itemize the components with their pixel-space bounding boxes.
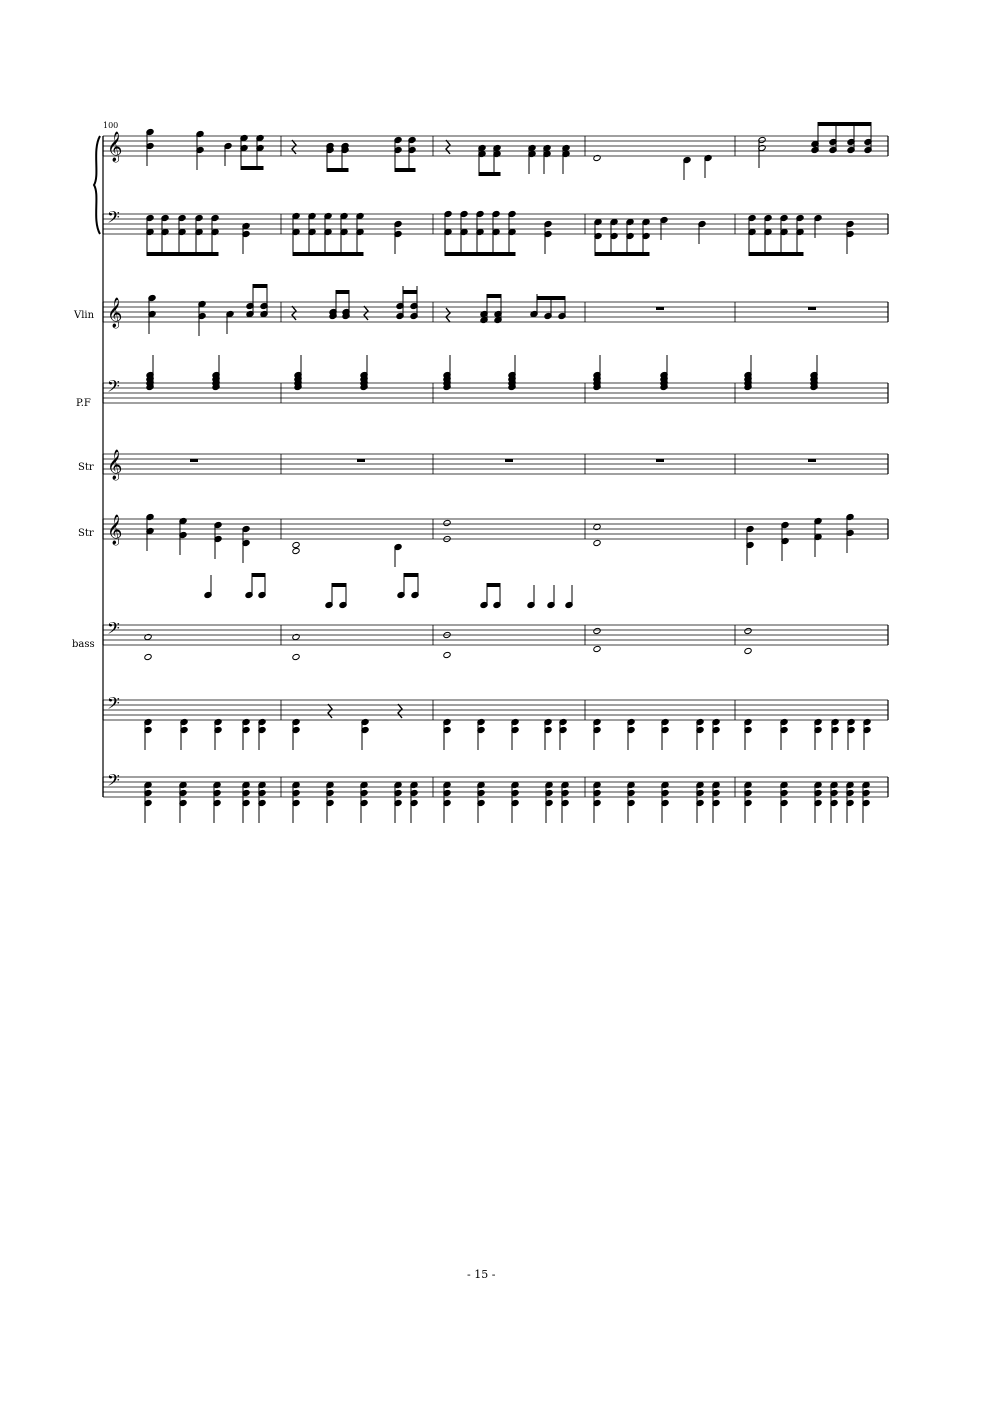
bass-clef: 𝄢 xyxy=(107,618,120,642)
treble-clef: 𝄞 xyxy=(107,515,123,545)
treble-clef: 𝄞 xyxy=(107,132,123,162)
whole-rest xyxy=(808,307,816,310)
beam xyxy=(404,574,418,577)
measure-number: 100 xyxy=(103,121,119,130)
notehead xyxy=(593,539,601,546)
beam xyxy=(595,253,649,256)
rests xyxy=(190,140,816,718)
notehead xyxy=(292,633,300,640)
beam xyxy=(818,123,871,126)
whole-rest xyxy=(656,459,664,462)
clefs xyxy=(107,131,122,794)
beam xyxy=(332,584,346,587)
notehead xyxy=(292,547,300,554)
beam xyxy=(293,253,363,256)
beam xyxy=(403,291,417,294)
piano-brace xyxy=(94,136,100,234)
beam xyxy=(537,297,565,300)
notehead xyxy=(144,633,152,640)
whole-rest xyxy=(357,459,365,462)
notehead xyxy=(292,541,300,548)
page-number: - 15 - xyxy=(467,1268,496,1281)
treble-clef: 𝄞 xyxy=(107,298,123,328)
quarter-rest xyxy=(328,704,332,718)
beam xyxy=(327,169,348,172)
beam xyxy=(241,167,263,170)
quarter-rest xyxy=(446,308,450,322)
beam xyxy=(445,253,515,256)
system-brace xyxy=(94,136,100,234)
whole-rest xyxy=(656,307,664,310)
bass-clef: 𝄢 xyxy=(107,376,120,400)
bass-clef: 𝄢 xyxy=(107,693,120,717)
notehead xyxy=(443,651,451,658)
notehead xyxy=(744,627,752,634)
beam xyxy=(336,291,349,294)
notehead xyxy=(593,645,601,652)
quarter-rest xyxy=(292,306,296,320)
quarter-rest xyxy=(364,306,368,320)
notehead xyxy=(443,519,451,526)
beam xyxy=(487,295,501,298)
treble-clef: 𝄞 xyxy=(107,450,123,480)
notehead xyxy=(292,653,300,660)
beam xyxy=(252,574,265,577)
instrument-label-piano: P.F xyxy=(76,398,91,409)
notehead xyxy=(593,627,601,634)
notehead xyxy=(744,647,752,654)
instrument-label-bass: bass xyxy=(72,639,95,650)
instrument-label-violin: Vlin xyxy=(74,310,95,321)
whole-rest xyxy=(808,459,816,462)
notehead xyxy=(593,523,601,530)
beam xyxy=(147,253,218,256)
instrument-label-strings-2: Str xyxy=(78,528,94,539)
beam xyxy=(479,173,500,176)
bass-clef: 𝄢 xyxy=(107,207,120,231)
quarter-rest xyxy=(398,704,402,718)
beam xyxy=(749,253,803,256)
whole-rest xyxy=(505,459,513,462)
beam xyxy=(487,584,500,587)
beam xyxy=(253,285,267,288)
instrument-label-strings-1: Str xyxy=(78,462,94,473)
notehead xyxy=(144,653,152,660)
quarter-rest xyxy=(446,140,450,154)
whole-rest xyxy=(190,459,198,462)
notehead xyxy=(593,154,601,161)
beam xyxy=(395,169,415,172)
bass-clef: 𝄢 xyxy=(107,770,120,794)
quarter-rest xyxy=(292,140,296,154)
notes xyxy=(144,122,872,823)
